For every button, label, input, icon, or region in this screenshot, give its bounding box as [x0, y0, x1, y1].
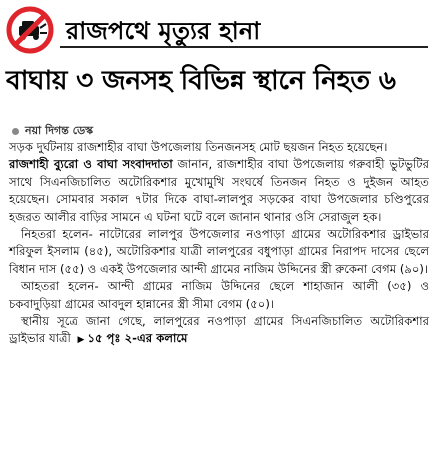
dateline: রাজশাহী ব্যুরো ও বাঘা সংবাদদাতা	[9, 157, 173, 172]
arrow-right-icon: ▶	[77, 335, 85, 346]
bullet-icon	[12, 128, 19, 135]
article-body	[9, 139, 429, 350]
continuation-label: ১৫ পৃঃ ২-এর কলামে	[87, 331, 188, 346]
paragraph-3: নিহতরা হলেন- নাটোরের লালপুর উপজেলার নওপাড়া গ্রামের অটোরিকশার ড্রাইভার শরিফুল ইসলাম (৪৫), অটোরিকশার যাত্রী লালপুরের বধুপাড়া গ্রামের নিরাপদ দাসের ছেলে বিধান দাস (৫৫) ও একই উপজেলার আন্দী গ্রামের নাজিম উদ্দিনের স্ত্রী রুকেনা বেগম (৯০)।	[9, 227, 429, 276]
no-accident-logo-icon	[6, 6, 54, 54]
paragraph-2	[9, 156, 429, 226]
headline: বাঘায় ৩ জনসহ বিভিন্ন স্থানে নিহত ৬	[6, 65, 396, 96]
paragraph-1: সড়ক দুর্ঘটনায় রাজশাহীর বাঘা উপজেলায় তিনজনসহ মোট ছয়জন নিহত হয়েছেন।	[9, 140, 388, 154]
banner-rule	[60, 46, 428, 48]
section-banner	[4, 4, 432, 56]
paragraph-5	[9, 313, 429, 350]
byline-text: নয়া দিগন্ত ডেস্ক	[25, 124, 94, 137]
dateline-rest: জানান, রাজশাহীর বাঘা	[172, 157, 294, 172]
paragraph-5-text: স্থানীয় সূত্রে জানা গেছে, লালপুরের নওপাড়া গ্রামের সিএনজিচালিত অটোরিকশার ড্রাইভার যাত্রী	[9, 314, 429, 346]
paragraph-2-text: উপজেলায় গরুবাহী ভুটভুটির সাথে সিএনজিচালিত অটোরিকশার মুখোমুখি সংঘর্ষে তিনজন নিহত ও দুইজন আহত হয়েছেন। সোমবার সকাল ৭টার দিকে বাঘা-লালপুর সড়কের বাঘা উপজেলার চণ্ডিপুরের হজরত আলীর বাড়ির সামনে এ ঘটনা ঘটে বলে জানান থানার ওসি সেরাজুল হক।	[9, 157, 429, 224]
section-kicker: রাজপথে মৃত্যুর হানা	[66, 17, 261, 45]
paragraph-4: আহতরা হলেন- আন্দী গ্রামের নাজিম উদ্দিনের ছেলে শাহাজান আলী (৩৫) ও চকবাদুড়িয়া গ্রামের আবদুল হান্নানের স্ত্রী সীমা বেগম (৫০)।	[9, 279, 429, 311]
continuation-jump[interactable]	[75, 331, 188, 345]
